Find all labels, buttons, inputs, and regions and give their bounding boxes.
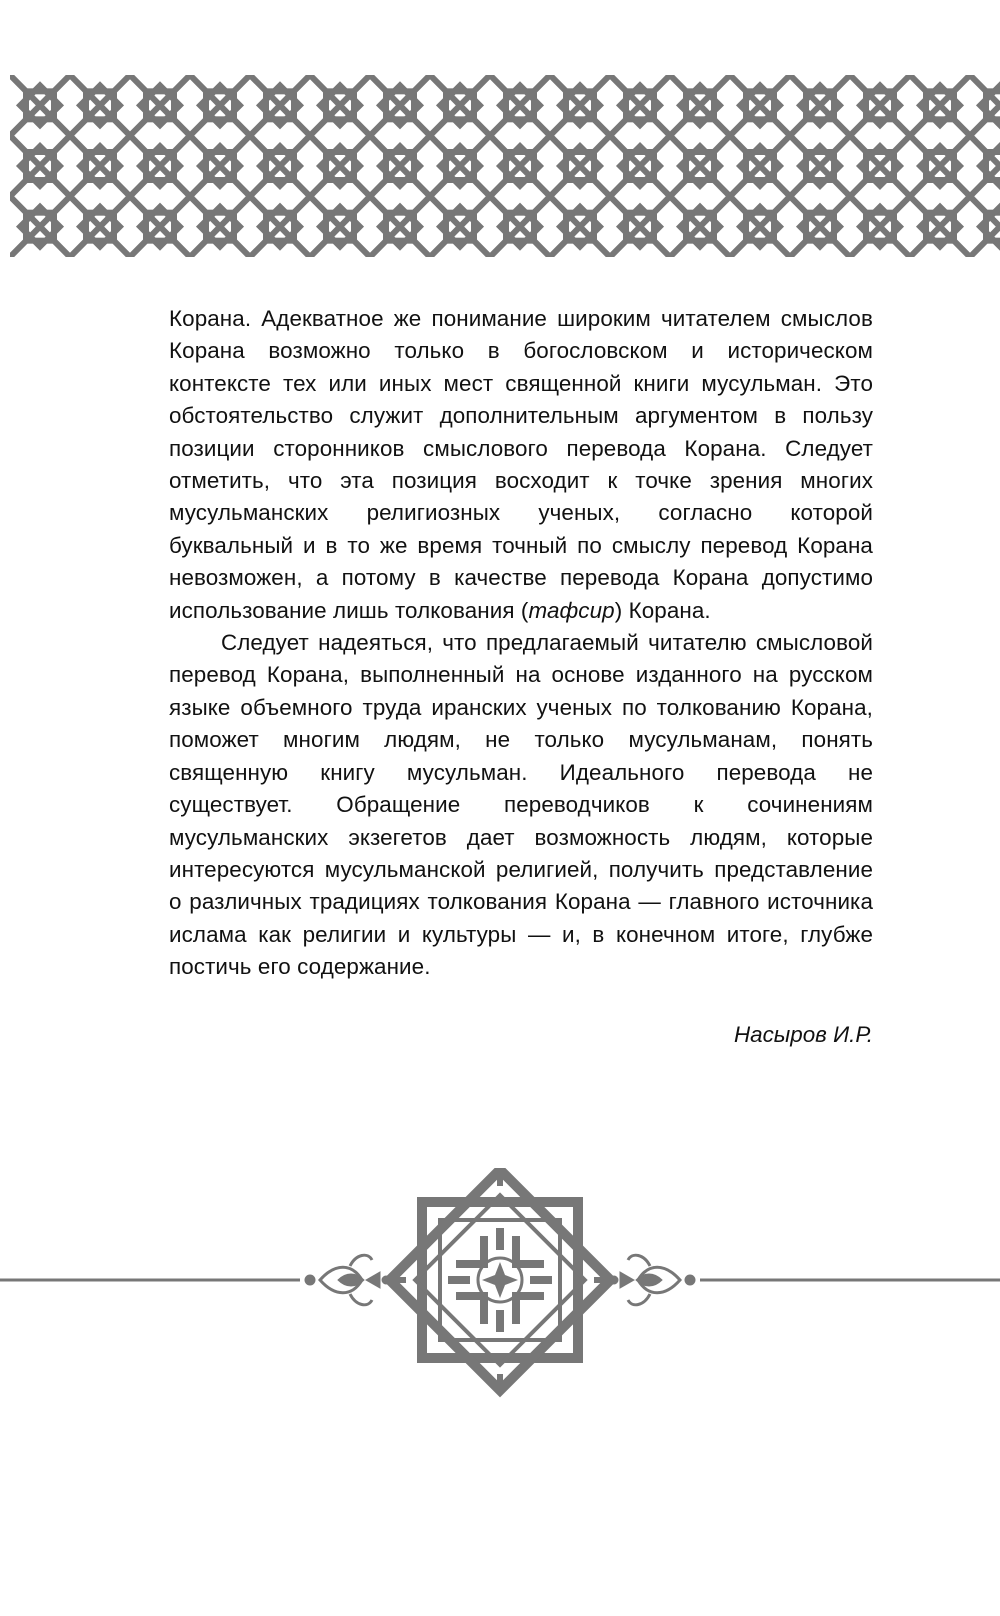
left-flourish-icon — [305, 1255, 390, 1305]
paragraph-1-ending: ) Корана. — [614, 597, 711, 623]
paragraph-1 — [169, 303, 873, 627]
paragraph-2 — [169, 627, 873, 983]
geometric-lattice-band-icon — [10, 75, 1000, 257]
right-flourish-icon — [610, 1255, 695, 1305]
author-signature: Насыров И.Р. — [733, 1022, 873, 1047]
paragraph-1-italic-term: тафсир — [528, 597, 615, 623]
body-text — [169, 303, 873, 984]
paragraph-1-text: Корана. Адекватное же понимание широким читателем смыслов Корана возможно только в богословском и историческом контексте тех или иных мест священной книги мусульман. Это обстоятельство служит дополнительным аргументом в пользу позиции сторонников смыслового перевода Корана. Следует отметить, что эта позиция восходит к точке зрения многих мусульманских религиозных ученых, согласно которой буквальный и в то же время точный по смыслу перевод Корана невозможен, а потому в качестве перевода Корана допустимо использование лишь толкования ( — [169, 306, 873, 623]
octagram-rosette-icon — [0, 1168, 1000, 1398]
central-octagram-icon — [390, 1170, 611, 1391]
paragraph-2-text: Следует надеяться, что предлагаемый читателю смысловой перевод Корана, выполненный на основе изданного на русском языке объемного труда иранских ученых по толкованию Корана, поможет многим людям, не только мусульманам, понять священную книгу мусульман. Идеального перевода не существует. Обращение переводчиков к сочинениям мусульманских экзегетов дает возможность людям, которые интересуются мусульманской религией, получить представление о различных традициях толкования Корана — главного источника ислама как религии и культуры — и, в конечном итоге, глубже постичь его содержание. — [169, 630, 873, 980]
